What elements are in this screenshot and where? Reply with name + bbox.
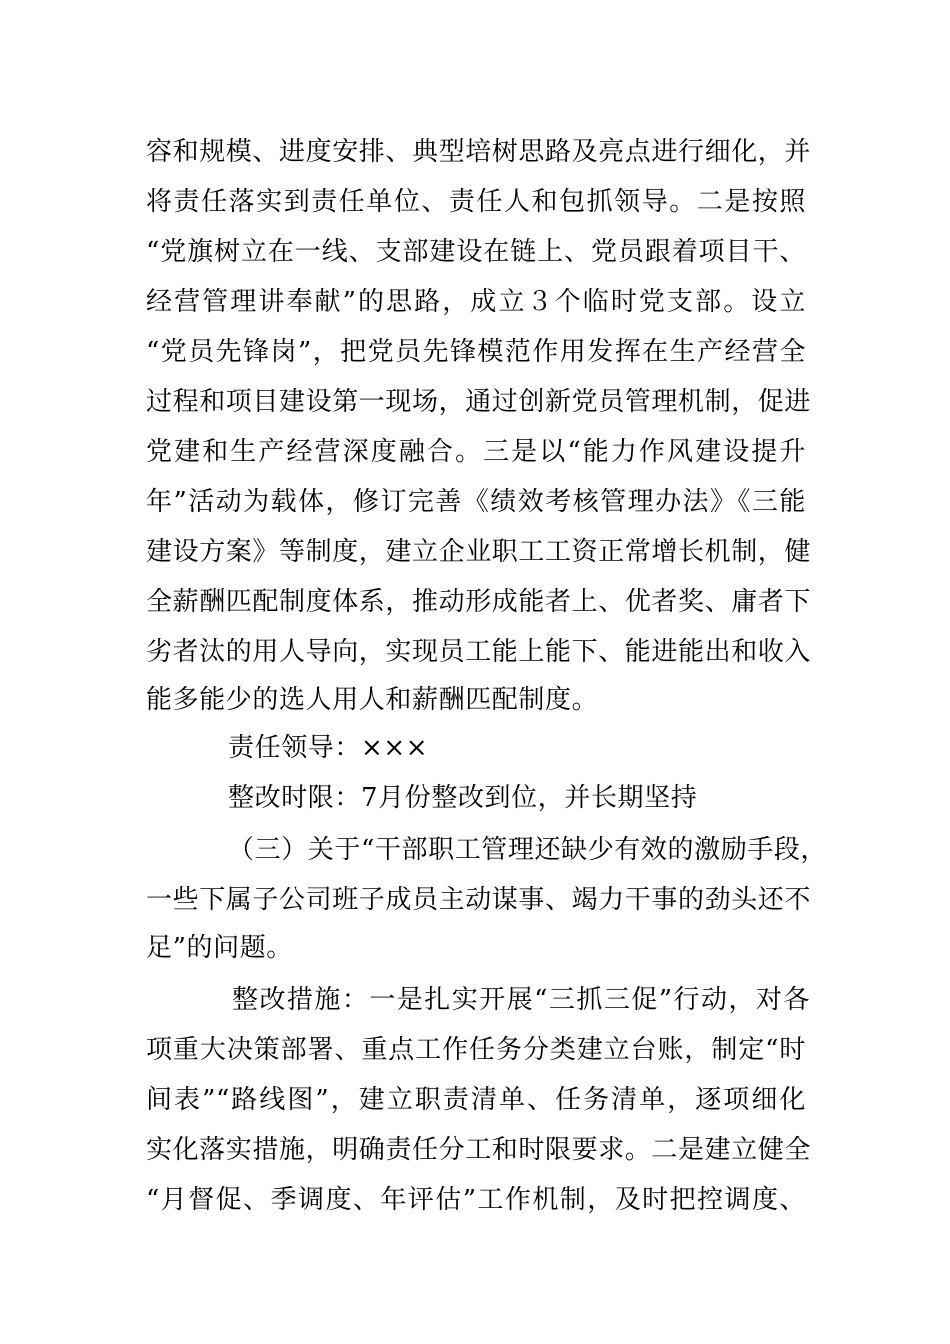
- measures-line: 项重大决策部署、重点工作任务分类建立台账，制定“时: [146, 1035, 806, 1065]
- section-heading-line: 一些下属子公司班子成员主动谋事、竭力干事的劲头还不: [146, 885, 812, 915]
- paragraph-line: 全薪酬匹配制度体系，推动形成能者上、优者奖、庸者下: [146, 587, 812, 617]
- paragraph-line: 将责任落实到责任单位、责任人和包抓领导。二是按照: [146, 187, 806, 217]
- measures-line: “月督促、季调度、年评估”工作机制，及时把控调度、: [146, 1185, 806, 1215]
- paragraph-line: 年”活动为载体，修订完善《绩效考核管理办法》《三能: [146, 487, 806, 517]
- paragraph-line: 劣者汰的用人导向，实现员工能上能下、能进能出和收入: [146, 637, 812, 667]
- paragraph-line: 过程和项目建设第一现场，通过创新党员管理机制，促进: [146, 387, 812, 417]
- paragraph-line: 经营管理讲奉献”的思路，成立３个临时党支部。设立: [146, 287, 806, 317]
- paragraph-line-last: 能多能少的选人用人和薪酬匹配制度。: [146, 685, 599, 715]
- section-heading-line-last: 足”的问题。: [146, 933, 293, 963]
- paragraph-line: 容和规模、进度安排、典型培树思路及亮点进行细化，并: [146, 137, 812, 167]
- paragraph-line: 党建和生产经营深度融合。三是以“能力作风建设提升: [146, 437, 806, 467]
- responsible-leader: 责任领导：×××: [228, 733, 429, 763]
- section-heading-line: （三）关于“干部职工管理还缺少有效的激励手段，: [228, 835, 828, 865]
- measures-line: 整改措施：一是扎实开展“三抓三促”行动，对各: [232, 985, 810, 1015]
- measures-line: 实化落实措施，明确责任分工和时限要求。二是建立健全: [146, 1135, 812, 1165]
- paragraph-line: “党员先锋岗”，把党员先锋模范作用发挥在生产经营全: [146, 337, 806, 367]
- measures-line: 间表”“路线图”，建立职责清单、任务清单，逐项细化: [146, 1085, 806, 1115]
- paragraph-line: 建设方案》等制度，建立企业职工工资正常增长机制，健: [146, 537, 812, 567]
- deadline: 整改时限：7月份整改到位，并长期坚持: [228, 783, 698, 813]
- paragraph-line: “党旗树立在一线、支部建设在链上、党员跟着项目干、: [146, 237, 806, 267]
